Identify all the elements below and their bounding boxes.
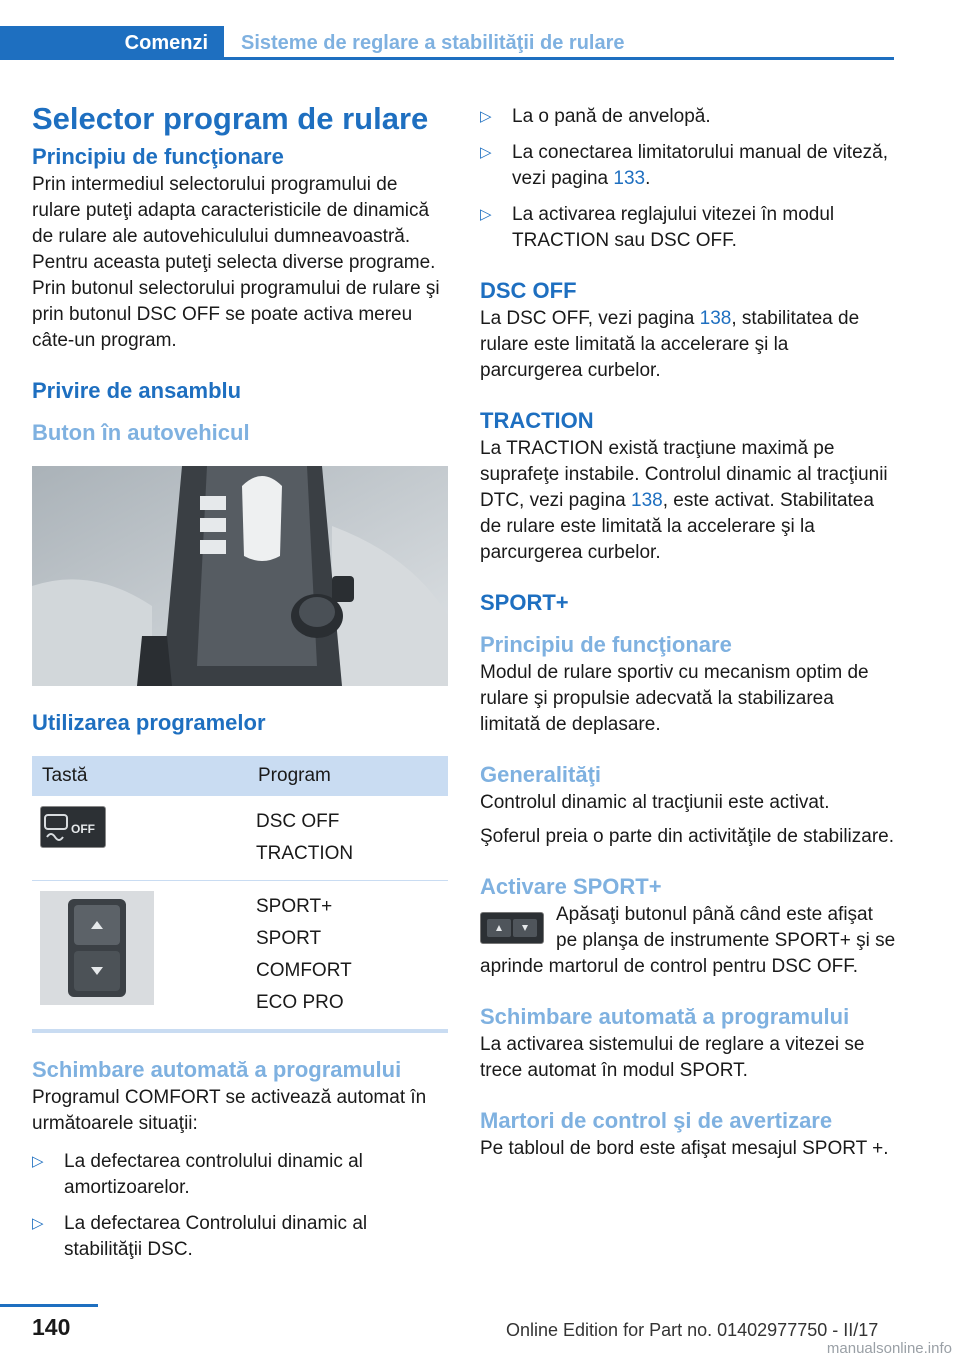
header-program: Program — [248, 756, 448, 796]
chapter-tab: Comenzi — [0, 26, 224, 60]
overview-heading: Privire de ansamblu — [32, 378, 242, 403]
footer-rule — [0, 1304, 98, 1307]
auto-change-text: Programul COMFORT se activează automat în următoarele situaţii: — [32, 1087, 427, 1134]
svg-text:OFF: OFF — [71, 822, 95, 836]
list-item: ▷ La defectarea Controlului dinamic al stabilităţii DSC. — [32, 1213, 368, 1260]
header-key: Tastă — [32, 756, 248, 796]
rocker-switch-icon — [40, 891, 154, 1005]
general-heading: Generalităţi — [480, 762, 602, 787]
warning-lights-heading: Martori de control şi de avertizare — [480, 1108, 833, 1133]
activate-heading: Activare SPORT+ — [480, 874, 662, 899]
section-title: Sisteme de reglare a stabilităţii de rulare — [241, 32, 625, 54]
triangle-bullet-icon: ▷ — [32, 1153, 44, 1170]
sport-auto-change-heading: Schimbare automată a programului — [480, 1004, 850, 1029]
triangle-bullet-icon: ▷ — [480, 144, 492, 161]
page-header — [0, 26, 894, 60]
button-heading: Buton în autovehicul — [32, 420, 250, 445]
dsc-off-heading: DSC OFF — [480, 278, 577, 303]
principle-heading: Principiu de funcţionare — [32, 144, 284, 169]
activate-text: Apăsaţi butonul până când este afişat pe planşa de instrumente SPORT+ şi se aprinde martorul de control pentru DSC OFF. — [480, 904, 896, 977]
right-column — [480, 96, 896, 1162]
table-header-row — [32, 756, 448, 796]
page-link[interactable]: 133 — [613, 168, 646, 189]
list-item: ▷ La conectarea limitatorului manual de viteză, vezi pagina 133. — [480, 142, 888, 189]
table-row — [32, 796, 448, 881]
program-eco-pro: ECO PRO — [256, 992, 344, 1013]
general-text-2: Şoferul preia o parte din activităţile de stabilizare. — [480, 826, 895, 847]
page-link[interactable]: 138 — [699, 308, 732, 329]
console-illustration — [32, 466, 448, 686]
table-row — [32, 881, 448, 1032]
warning-lights-text: Pe tabloul de bord este afişat mesajul SPORT +. — [480, 1138, 889, 1159]
sport-plus-button-icon — [480, 912, 544, 944]
dsc-off-text: La DSC OFF, vezi pagina 138, stabilitatea de rulare este limitată la accelerare şi la parcurgerea curbelor. — [480, 308, 860, 381]
auto-change-list — [32, 1149, 448, 1263]
general-text-1: Controlul dinamic al tracţiunii este activat. — [480, 792, 830, 813]
usage-heading: Utilizarea programelor — [32, 710, 266, 735]
auto-change-heading: Schimbare automată a programului — [32, 1057, 402, 1082]
watermark: manualsonline.info — [826, 1340, 952, 1357]
triangle-bullet-icon: ▷ — [32, 1215, 44, 1232]
program-comfort: COMFORT — [256, 960, 352, 981]
program-dsc-off: DSC OFF — [256, 811, 340, 832]
left-column — [32, 96, 448, 1273]
sport-plus-heading: SPORT+ — [480, 590, 569, 615]
vehicle-console-photo — [32, 466, 448, 686]
list-item: ▷ La activarea reglajului vitezei în modul TRACTION sau DSC OFF. — [480, 204, 835, 251]
list-item: ▷ La defectarea controlului dinamic al amortizoarelor. — [32, 1151, 363, 1198]
principle-text: Prin intermediul selectorului programului de rulare puteţi adapta caracteristicile de dinamică de rulare ale autovehiculului dumneavoastră. Pentru aceasta puteţi selecta diverse programe. Prin butonul selectorului programului de rulare şi prin butonul DSC OFF se poate activa mereu câte-un program. — [32, 174, 440, 351]
auto-change-list-continued — [480, 104, 896, 254]
page-number: 140 — [32, 1314, 71, 1340]
triangle-bullet-icon: ▷ — [480, 108, 492, 125]
triangle-bullet-icon: ▷ — [480, 206, 492, 223]
page-link[interactable]: 138 — [631, 490, 663, 511]
program-traction: TRACTION — [256, 843, 354, 864]
sport-auto-change-text: La activarea sistemului de reglare a vitezei se trece automat în modul SPORT. — [480, 1034, 865, 1081]
list-item: ▷ La o pană de anvelopă. — [480, 104, 896, 130]
page-title: Selector program de rulare — [32, 101, 429, 136]
edition-text: Online Edition for Part no. 01402977750 - II/17 — [506, 1320, 879, 1340]
traction-heading: TRACTION — [480, 408, 594, 433]
sport-principle-text: Modul de rulare sportiv cu mecanism optim de rulare şi propulsie adecvată la stabilizarea limitată de deplasare. — [480, 662, 869, 735]
program-sport: SPORT — [256, 928, 322, 949]
header-rule — [0, 57, 894, 60]
traction-text: La TRACTION există tracţiune maximă pe suprafeţe instabile. Controlul dinamic al tracţiunii DTC, vezi pagina 138, este activat. Stabilitatea de rulare este limitată la accelerare şi la parcurgerea curbelor. — [480, 438, 888, 563]
program-sport-plus: SPORT+ — [256, 896, 333, 917]
dsc-off-button-icon — [40, 806, 106, 848]
program-table — [32, 756, 448, 1033]
sport-principle-heading: Principiu de funcţionare — [480, 632, 732, 657]
